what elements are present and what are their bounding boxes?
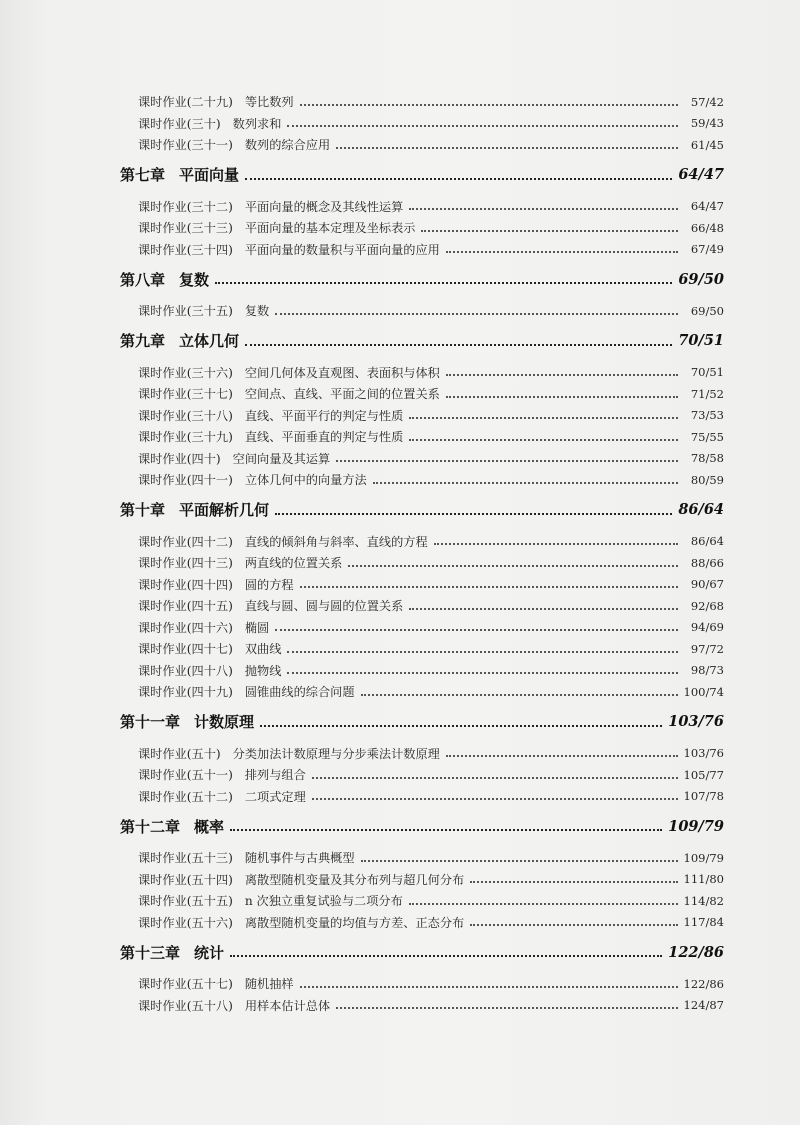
chapter-number: 第十一章	[120, 713, 181, 731]
lesson-title: 复数	[244, 304, 270, 319]
lesson-list	[120, 531, 724, 703]
lesson-entry	[120, 426, 724, 448]
lesson-title: 平面向量的概念及其线性运算	[244, 199, 404, 214]
lesson-number: 课时作业(四十六)	[138, 620, 233, 635]
lesson-entry	[120, 239, 724, 261]
lesson-entry	[120, 973, 724, 995]
lesson-page-number: 124/87	[683, 998, 724, 1013]
lesson-number: 课时作业(五十四)	[138, 872, 233, 887]
lesson-title: n 次独立重复试验与二项分布	[244, 894, 403, 909]
chapter-number: 第八章	[120, 270, 166, 289]
chapter-heading	[120, 497, 724, 523]
lesson-entry	[120, 847, 724, 869]
chapter-title: 立体几何	[179, 332, 240, 350]
dot-leader	[434, 543, 678, 545]
lesson-title: 直线、平面垂直的判定与性质	[244, 430, 404, 445]
dot-leader	[336, 1007, 677, 1009]
chapter-title: 概率	[194, 817, 225, 836]
lesson-number: 课时作业(五十八)	[138, 998, 233, 1013]
lesson-number: 课时作业(三十九)	[138, 430, 233, 445]
dot-leader	[361, 694, 678, 696]
lesson-number: 课时作业(四十五)	[138, 599, 233, 614]
dot-leader	[300, 986, 678, 988]
chapter-page-number: 109/79	[668, 817, 724, 835]
lesson-entry	[120, 786, 724, 808]
lesson-entry	[120, 743, 724, 765]
chapter-number: 第九章	[120, 332, 166, 350]
dot-leader	[230, 955, 662, 957]
lesson-number: 课时作业(四十七)	[138, 642, 233, 657]
lesson-entry	[120, 617, 724, 639]
chapter-title: 计数原理	[194, 713, 255, 731]
dot-leader	[421, 230, 678, 232]
chapter-section	[120, 813, 724, 933]
lesson-number: 课时作业(五十)	[138, 746, 221, 761]
lesson-list	[120, 362, 724, 491]
chapter-title: 平面解析几何	[179, 501, 270, 519]
lesson-group	[120, 91, 724, 156]
lesson-entry	[120, 552, 724, 574]
lesson-page-number: 92/68	[690, 598, 724, 613]
lesson-page-number: 64/47	[690, 199, 724, 214]
lesson-title: 椭圆	[244, 620, 270, 635]
table-of-contents	[120, 91, 724, 1020]
lesson-entry	[120, 448, 724, 470]
chapter-title: 统计	[194, 943, 225, 962]
lesson-number: 课时作业(五十一)	[138, 768, 233, 783]
lesson-title: 随机事件与古典概型	[244, 851, 355, 866]
lesson-entry	[120, 91, 724, 113]
lesson-title: 直线的倾斜角与斜率、直线的方程	[244, 534, 428, 549]
lesson-number: 课时作业(五十二)	[138, 789, 233, 804]
lesson-number: 课时作业(三十一)	[138, 138, 233, 153]
dot-leader	[275, 313, 678, 315]
dot-leader	[373, 482, 678, 484]
lesson-entry	[120, 300, 724, 322]
dot-leader	[446, 755, 678, 757]
lesson-entry	[120, 383, 724, 405]
lesson-entry	[120, 217, 724, 239]
lesson-list	[120, 973, 724, 1016]
chapter-page-number: 69/50	[678, 270, 724, 288]
dot-leader	[287, 672, 678, 674]
lesson-page-number: 90/67	[690, 577, 724, 592]
lesson-number: 课时作业(四十二)	[138, 534, 233, 549]
lesson-title: 空间点、直线、平面之间的位置关系	[244, 387, 440, 402]
lesson-number: 课时作业(三十五)	[138, 304, 233, 319]
lesson-page-number: 66/48	[690, 220, 724, 235]
dot-leader	[470, 924, 677, 926]
lesson-number: 课时作业(五十六)	[138, 915, 233, 930]
lesson-entry	[120, 574, 724, 596]
dot-leader	[361, 860, 678, 862]
dot-leader	[245, 344, 672, 346]
lesson-page-number: 107/78	[683, 789, 724, 804]
chapter-heading	[120, 328, 724, 354]
chapter-section	[120, 266, 724, 322]
dot-leader	[409, 608, 678, 610]
lesson-entry	[120, 531, 724, 553]
lesson-number: 课时作业(五十三)	[138, 851, 233, 866]
chapter-heading-wrap	[120, 939, 724, 965]
lesson-number: 课时作业(四十三)	[138, 556, 233, 571]
dot-leader	[260, 725, 662, 727]
lesson-page-number: 97/72	[690, 641, 724, 656]
lesson-number: 课时作业(四十八)	[138, 663, 233, 678]
chapter-title: 平面向量	[179, 166, 240, 184]
dot-leader	[409, 208, 678, 210]
lesson-entry	[120, 595, 724, 617]
dot-leader	[312, 777, 678, 779]
chapter-heading	[120, 939, 724, 965]
dot-leader	[409, 439, 678, 441]
lesson-entry	[120, 113, 724, 135]
lesson-title: 用样本估计总体	[244, 998, 331, 1013]
chapter-heading	[120, 813, 724, 839]
dot-leader	[275, 513, 672, 515]
chapter-section	[120, 939, 724, 1016]
lesson-number: 课时作业(三十四)	[138, 242, 233, 257]
dot-leader	[287, 125, 678, 127]
lesson-entry	[120, 869, 724, 891]
lesson-title: 二项式定理	[244, 789, 306, 804]
lesson-page-number: 114/82	[683, 893, 724, 908]
lesson-number: 课时作业(三十六)	[138, 365, 233, 380]
lesson-page-number: 71/52	[690, 386, 724, 401]
chapter-page-number: 64/47	[678, 166, 724, 183]
lesson-page-number: 73/53	[690, 408, 724, 423]
lesson-list	[120, 743, 724, 808]
lesson-title: 排列与组合	[244, 768, 306, 783]
chapter-page-number: 103/76	[668, 713, 724, 730]
lesson-entry	[120, 995, 724, 1017]
lesson-title: 空间几何体及直观图、表面积与体积	[244, 365, 440, 380]
chapter-section	[120, 497, 724, 703]
lesson-title: 离散型随机变量的均值与方差、正态分布	[244, 915, 465, 930]
dot-leader	[446, 251, 678, 253]
chapter-heading-wrap	[120, 162, 724, 188]
lesson-number: 课时作业(四十一)	[138, 473, 233, 488]
chapter-heading	[120, 709, 724, 735]
lesson-page-number: 75/55	[690, 429, 724, 444]
lesson-title: 双曲线	[244, 642, 282, 657]
lesson-page-number: 86/64	[690, 534, 724, 549]
lesson-page-number: 70/51	[690, 365, 724, 380]
dot-leader	[336, 460, 678, 462]
chapter-heading-wrap	[120, 497, 724, 523]
chapter-page-number: 70/51	[678, 332, 724, 349]
lesson-number: 课时作业(三十)	[138, 116, 221, 131]
lesson-page-number: 98/73	[690, 663, 724, 678]
dot-leader	[300, 104, 678, 106]
lesson-entry	[120, 405, 724, 427]
dot-leader	[336, 147, 678, 149]
chapter-heading-wrap	[120, 266, 724, 292]
lesson-list	[120, 847, 724, 933]
lesson-page-number: 111/80	[683, 872, 724, 887]
dot-leader	[215, 282, 672, 284]
lesson-page-number: 80/59	[690, 472, 724, 487]
lesson-list	[120, 300, 724, 322]
chapter-number: 第七章	[120, 166, 166, 184]
lesson-title: 分类加法计数原理与分步乘法计数原理	[232, 746, 440, 761]
chapter-heading-wrap	[120, 709, 724, 735]
lesson-title: 抛物线	[244, 663, 282, 678]
lesson-title: 数列的综合应用	[244, 138, 331, 153]
chapter-section	[120, 328, 724, 491]
dot-leader	[409, 417, 678, 419]
chapter-heading	[120, 162, 724, 188]
dot-leader	[446, 396, 678, 398]
lesson-title: 直线、平面平行的判定与性质	[244, 408, 404, 423]
lesson-title: 等比数列	[244, 95, 294, 110]
lesson-title: 平面向量的基本定理及坐标表示	[244, 221, 416, 236]
chapter-section	[120, 709, 724, 808]
chapter-number: 第十三章	[120, 943, 181, 962]
lesson-entry	[120, 134, 724, 156]
lesson-page-number: 100/74	[683, 684, 724, 699]
lesson-title: 离散型随机变量及其分布列与超几何分布	[244, 872, 465, 887]
chapter-heading-wrap	[120, 328, 724, 354]
lesson-page-number: 57/42	[690, 94, 724, 109]
dot-leader	[275, 629, 678, 631]
lesson-entry	[120, 660, 724, 682]
lesson-entry	[120, 890, 724, 912]
lesson-page-number: 109/79	[683, 850, 724, 865]
dot-leader	[287, 651, 678, 653]
lesson-page-number: 105/77	[683, 767, 724, 782]
lesson-number: 课时作业(五十五)	[138, 894, 233, 909]
dot-leader	[312, 798, 678, 800]
lesson-entry	[120, 362, 724, 384]
lesson-entry	[120, 469, 724, 491]
dot-leader	[348, 565, 678, 567]
lesson-title: 数列求和	[232, 116, 282, 131]
lesson-entry	[120, 196, 724, 218]
chapter-number: 第十章	[120, 501, 166, 519]
lesson-number: 课时作业(三十二)	[138, 199, 233, 214]
dot-leader	[470, 881, 677, 883]
chapter-number: 第十二章	[120, 817, 181, 836]
lesson-page-number: 122/86	[683, 976, 724, 991]
lesson-list	[120, 196, 724, 261]
chapter-page-number: 122/86	[668, 943, 724, 961]
lesson-page-number: 117/84	[683, 915, 724, 930]
lesson-entry	[120, 912, 724, 934]
lesson-page-number: 61/45	[690, 137, 724, 152]
lesson-title: 圆的方程	[244, 577, 294, 592]
lesson-entry	[120, 764, 724, 786]
lesson-page-number: 67/49	[690, 242, 724, 257]
dot-leader	[300, 586, 678, 588]
lesson-list	[120, 91, 724, 156]
lesson-number: 课时作业(四十)	[138, 451, 221, 466]
lesson-title: 空间向量及其运算	[232, 451, 331, 466]
lesson-page-number: 103/76	[683, 746, 724, 761]
dot-leader	[230, 829, 662, 831]
chapter-title: 复数	[179, 270, 210, 289]
lesson-page-number: 78/58	[690, 451, 724, 466]
lesson-page-number: 69/50	[690, 303, 724, 318]
lesson-page-number: 94/69	[690, 620, 724, 635]
lesson-title: 两直线的位置关系	[244, 556, 343, 571]
lesson-title: 立体几何中的向量方法	[244, 473, 367, 488]
lesson-entry	[120, 638, 724, 660]
lesson-number: 课时作业(三十七)	[138, 387, 233, 402]
lesson-number: 课时作业(四十四)	[138, 577, 233, 592]
dot-leader	[409, 903, 678, 905]
lesson-number: 课时作业(三十八)	[138, 408, 233, 423]
lesson-number: 课时作业(五十七)	[138, 977, 233, 992]
lesson-title: 随机抽样	[244, 977, 294, 992]
dot-leader	[245, 178, 672, 180]
lesson-title: 直线与圆、圆与圆的位置关系	[244, 599, 404, 614]
chapter-section	[120, 162, 724, 261]
lesson-number: 课时作业(二十九)	[138, 95, 233, 110]
chapter-heading	[120, 266, 724, 292]
lesson-number: 课时作业(四十九)	[138, 685, 233, 700]
lesson-entry	[120, 681, 724, 703]
lesson-page-number: 88/66	[690, 555, 724, 570]
dot-leader	[446, 374, 678, 376]
lesson-page-number: 59/43	[690, 116, 724, 131]
lesson-title: 圆锥曲线的综合问题	[244, 685, 355, 700]
lesson-number: 课时作业(三十三)	[138, 221, 233, 236]
chapter-heading-wrap	[120, 813, 724, 839]
lesson-title: 平面向量的数量积与平面向量的应用	[244, 242, 440, 257]
chapter-page-number: 86/64	[678, 501, 724, 518]
